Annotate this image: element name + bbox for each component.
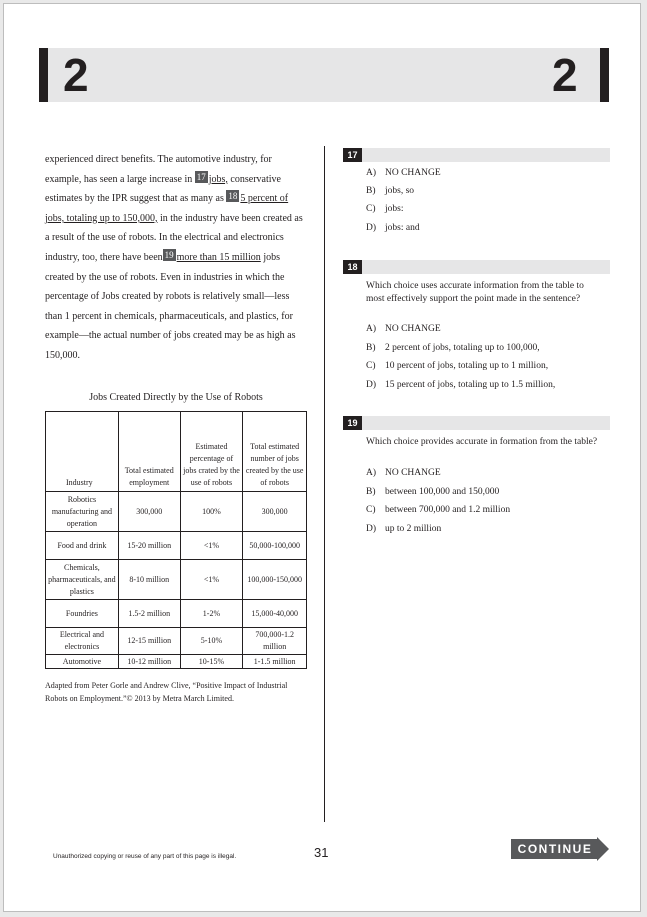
option-text: 15 percent of jobs, totaling up to 1.5 million, xyxy=(385,380,556,390)
table-cell: 12-15 million xyxy=(118,628,180,655)
question-bar-17 xyxy=(343,148,610,162)
option-letter: D) xyxy=(366,223,377,233)
option-letter: A) xyxy=(366,324,377,334)
option-letter: C) xyxy=(366,361,376,371)
question-marker-19[interactable]: 19 xyxy=(164,249,174,260)
table-row xyxy=(46,532,307,560)
table-cell: 5-10% xyxy=(180,628,243,655)
table-cell: <1% xyxy=(180,532,243,560)
continue-button-label[interactable]: CONTINUE xyxy=(517,842,593,856)
option-text: jobs, so xyxy=(385,186,415,196)
page-number: 31 xyxy=(314,845,329,860)
option-text: NO CHANGE xyxy=(385,168,441,178)
section-header-band xyxy=(39,48,609,102)
section-header-bar-left xyxy=(39,48,48,102)
option-letter: D) xyxy=(366,524,377,534)
passage-text: in the industry have been created as a result of the use of robots. In the electrical and electronics industry, too, there have been xyxy=(45,212,303,263)
jobs-table xyxy=(45,411,307,669)
answer-option-17d[interactable] xyxy=(366,222,606,235)
answer-option-18c[interactable] xyxy=(366,360,606,373)
answer-option-17c[interactable] xyxy=(366,203,606,216)
table-cell: 15,000-40,000 xyxy=(243,600,307,628)
column-header: Total estimated employment xyxy=(118,412,180,492)
option-letter: B) xyxy=(366,343,376,353)
column-header: Industry xyxy=(46,412,119,492)
option-letter: B) xyxy=(366,487,376,497)
table-cell: Electrical and electronics xyxy=(46,628,119,655)
option-letter: C) xyxy=(366,505,376,515)
question-number-19: 19 xyxy=(343,416,362,430)
option-text: between 100,000 and 150,000 xyxy=(385,487,500,497)
passage-text: jobs created by the use of robots. Even in industries in which the percentage of Jobs created by robots is relatively small—less than 1 percent in chemicals, pharmaceuticals, and plastics, for example—the actual number of jobs created may be as high as 150,000. xyxy=(45,251,296,361)
table-cell: Foundries xyxy=(46,600,119,628)
answer-option-18b[interactable] xyxy=(366,342,606,355)
question-number-17: 17 xyxy=(343,148,362,162)
table-cell: 8-10 million xyxy=(118,560,180,600)
question-prompt-18: Which choice uses accurate information from the table to most effectively support the point made in the sentence? xyxy=(366,281,584,304)
option-text: NO CHANGE xyxy=(385,468,441,478)
table-row xyxy=(46,655,307,669)
table-cell: 700,000-1.2 million xyxy=(243,628,307,655)
question-bar-19 xyxy=(343,416,610,430)
section-header-bar-right xyxy=(600,48,609,102)
question-marker-17[interactable]: 17 xyxy=(196,171,206,182)
option-text: between 700,000 and 1.2 million xyxy=(385,505,511,515)
option-letter: C) xyxy=(366,204,376,214)
table-row xyxy=(46,600,307,628)
table-cell: 100% xyxy=(180,492,243,532)
underlined-text-18[interactable]: 5 percent of jobs, totaling up to 150,000, xyxy=(45,193,289,224)
question-bar-18 xyxy=(343,260,610,274)
table-header-row xyxy=(46,412,307,492)
copyright-notice: Unauthorized copying or reuse of any part of this page is illegal. xyxy=(53,853,237,860)
column-divider xyxy=(324,146,325,822)
option-text: jobs: and xyxy=(385,223,420,233)
table-row xyxy=(46,492,307,532)
option-letter: D) xyxy=(366,380,377,390)
table-row xyxy=(46,628,307,655)
table-source-citation: Adapted from Peter Gorle and Andrew Clive, “Positive Impact of Industrial Robots on Employment.”© 2013 by Metra March Limited. xyxy=(45,681,288,703)
section-number-left: 2 xyxy=(63,49,89,101)
reading-passage xyxy=(45,150,307,366)
option-text: jobs: xyxy=(385,204,404,214)
answer-option-19a[interactable] xyxy=(366,467,606,480)
table-cell: 10-12 million xyxy=(118,655,180,669)
table-cell: 10-15% xyxy=(180,655,243,669)
table-cell: 15-20 million xyxy=(118,532,180,560)
answer-option-18a[interactable] xyxy=(366,323,606,336)
question-marker-18[interactable]: 18 xyxy=(228,191,238,202)
table-cell: 1.5-2 million xyxy=(118,600,180,628)
column-header: Estimated percentage of jobs crated by the use of robots xyxy=(180,412,243,492)
answer-option-19b[interactable] xyxy=(366,486,606,499)
answer-option-17a[interactable] xyxy=(366,167,606,180)
answer-option-17b[interactable] xyxy=(366,185,606,198)
table-cell: Robotics manufacturing and operation xyxy=(46,492,119,532)
table-row xyxy=(46,560,307,600)
table-title: Jobs Created Directly by the Use of Robots xyxy=(89,392,263,403)
passage-text: conservative estimates by the IPR suggest that as many as xyxy=(45,173,281,205)
option-letter: A) xyxy=(366,168,377,178)
table-cell: Automotive xyxy=(46,655,119,669)
question-number-18: 18 xyxy=(343,260,362,274)
passage-text: experienced direct benefits. The automotive industry, for example, has seen a large increase in xyxy=(45,154,272,185)
section-number-right: 2 xyxy=(552,49,578,101)
option-text: NO CHANGE xyxy=(385,324,441,334)
option-letter: A) xyxy=(366,468,377,478)
underlined-text-17[interactable]: jobs, xyxy=(208,173,228,185)
table-cell: 50,000-100,000 xyxy=(243,532,307,560)
underlined-text-19[interactable]: more than 15 million xyxy=(176,251,261,263)
question-prompt-19: Which choice provides accurate in formation from the table? xyxy=(366,437,598,447)
option-letter: B) xyxy=(366,186,376,196)
table-cell: 1-1.5 million xyxy=(243,655,307,669)
table-cell: 100,000-150,000 xyxy=(243,560,307,600)
table-cell: 300,000 xyxy=(243,492,307,532)
answer-option-19c[interactable] xyxy=(366,504,606,517)
column-header: Total estimated number of jobs created by the use of robots xyxy=(243,412,307,492)
answer-option-18d[interactable] xyxy=(366,379,606,392)
option-text: 2 percent of jobs, totaling up to 100,000, xyxy=(385,343,540,353)
answer-option-19d[interactable] xyxy=(366,523,606,536)
option-text: up to 2 million xyxy=(385,524,442,534)
option-text: 10 percent of jobs, totaling up to 1 million, xyxy=(385,361,549,371)
table-cell: Food and drink xyxy=(46,532,119,560)
table-cell: <1% xyxy=(180,560,243,600)
table-cell: Chemicals, pharmaceuticals, and plastics xyxy=(46,560,119,600)
table-cell: 300,000 xyxy=(118,492,180,532)
table-cell: 1-2% xyxy=(180,600,243,628)
